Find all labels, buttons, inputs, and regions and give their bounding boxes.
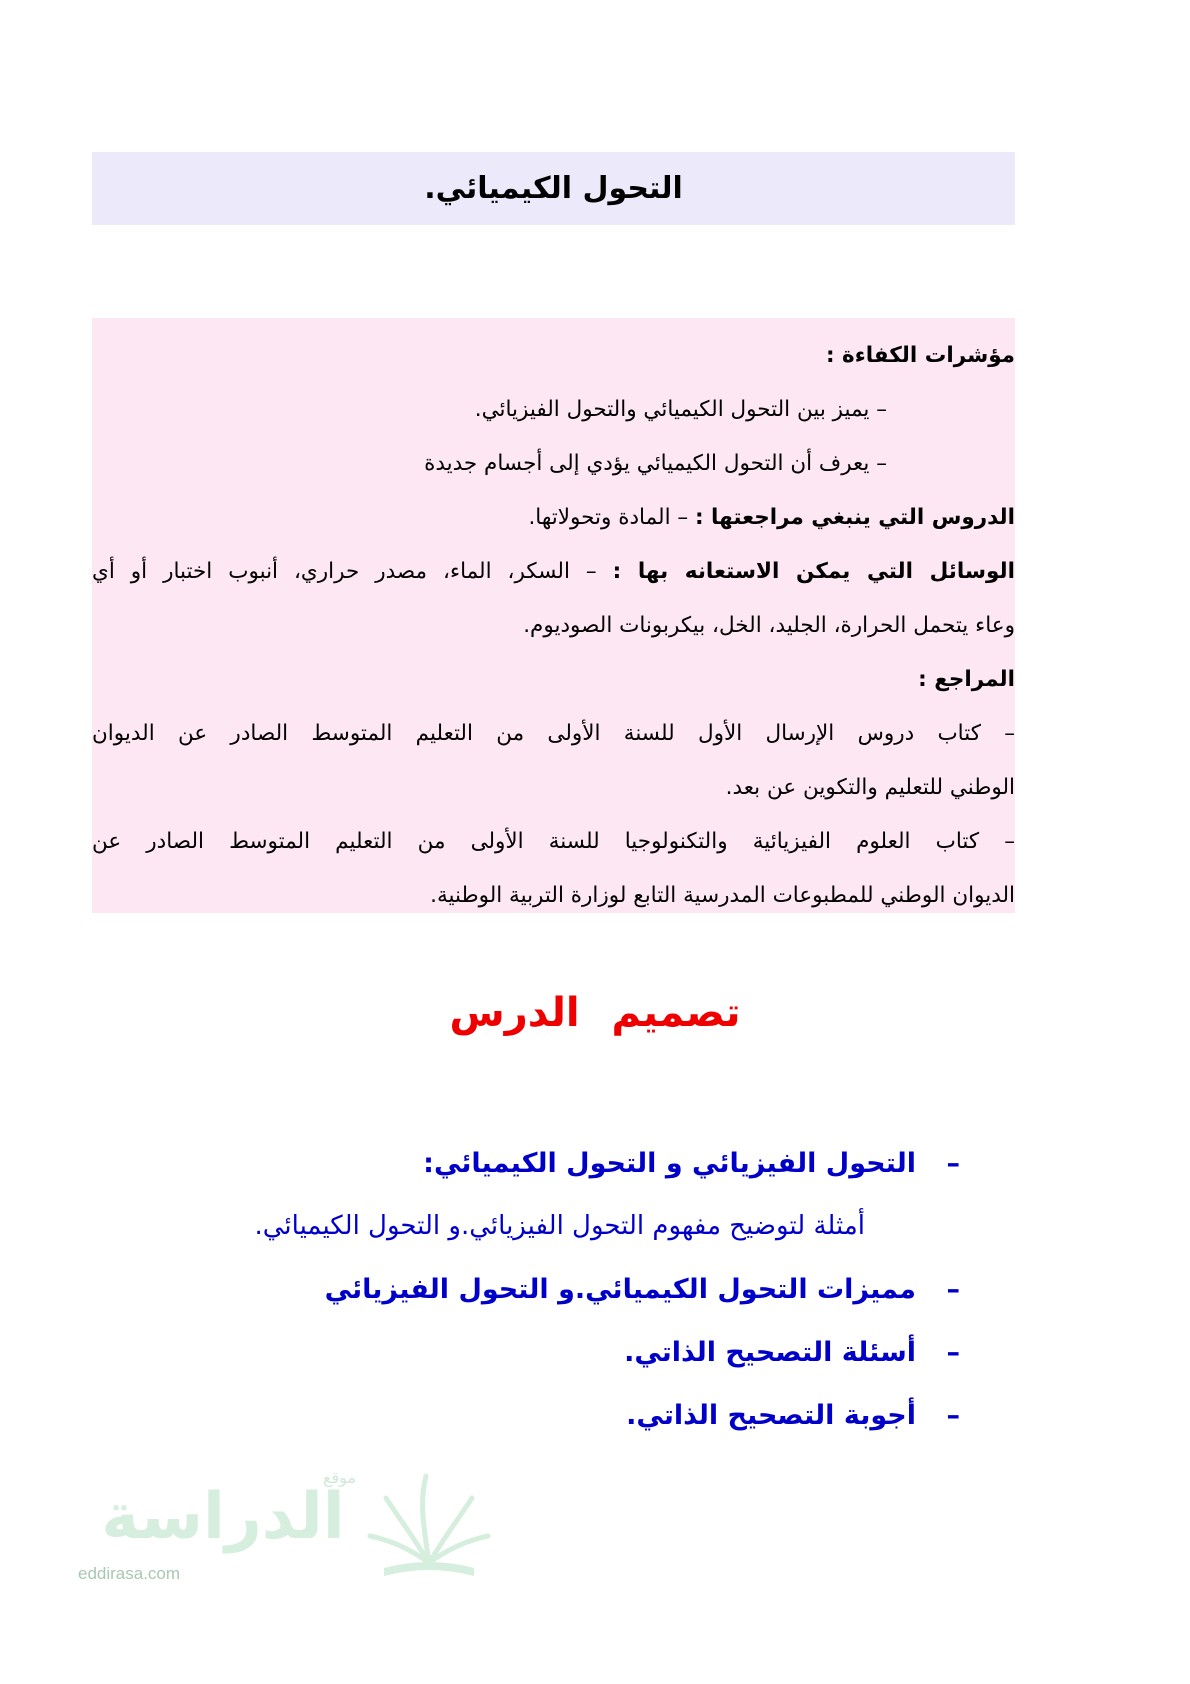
reference-item: – كتاب العلوم الفيزيائية والتكنولوجيا للسنة الأولى من التعليم المتوسط الصادر عن: [92, 829, 1015, 854]
plan-item-text: التحول الفيزيائي و التحول الكيميائي:: [423, 1148, 916, 1179]
reference-item: – كتاب دروس الإرسال الأول للسنة الأولى من التعليم المتوسط الصادر عن الديوان: [92, 721, 1015, 746]
lesson-design-heading: تصميم الدرس: [449, 990, 741, 1036]
watermark-logo-text: الدراسة: [101, 1480, 345, 1554]
plan-item-text: أجوبة التصحيح الذاتي.: [626, 1400, 916, 1431]
tools-continuation: وعاء يتحمل الحرارة، الجليد، الخل، بيكربونات الصوديوم.: [523, 613, 1015, 638]
references-label: المراجع :: [918, 667, 1015, 692]
lesson-plan-list: [60, 1132, 960, 1447]
tools-line: [92, 545, 1015, 599]
plan-item: [60, 1132, 960, 1195]
plan-item-text: مميزات التحول الكيميائي.و التحول الفيزيائي: [324, 1274, 916, 1305]
prereq-text: – المادة وتحولاتها.: [528, 505, 695, 530]
indicator-item: – يميز بين التحول الكيميائي والتحول الفيزيائي.: [474, 397, 887, 422]
site-watermark-logo: [68, 1468, 428, 1588]
reference-continuation: الوطني للتعليم والتكوين عن بعد.: [725, 775, 1015, 800]
leaf-book-icon: [364, 1468, 494, 1583]
plan-item-text: أسئلة التصحيح الذاتي.: [624, 1337, 916, 1368]
plan-dash: –: [946, 1400, 960, 1431]
plan-dash: –: [946, 1274, 960, 1305]
prereq-line: [92, 491, 1015, 545]
indicators-label: مؤشرات الكفاءة :: [825, 343, 1015, 368]
reference-continuation: الديوان الوطني للمطبوعات المدرسية التابع لوزارة التربية الوطنية.: [430, 883, 1015, 908]
plan-subitem: أمثلة لتوضيح مفهوم التحول الفيزيائي.و التحول الكيميائي.: [254, 1211, 865, 1241]
plan-item: [60, 1321, 960, 1384]
tools-text: – السكر، الماء، مصدر حراري، أنبوب اختبار أو أي: [92, 559, 597, 584]
plan-item: [60, 1258, 960, 1321]
plan-dash: –: [946, 1337, 960, 1368]
plan-item: [60, 1384, 960, 1447]
watermark-url: eddirasa.com: [78, 1564, 181, 1583]
title-banner: [92, 152, 1015, 225]
tools-label: الوسائل التي يمكن الاستعانه بها :: [612, 559, 1015, 584]
lesson-info-box: [92, 318, 1015, 913]
indicator-item: – يعرف أن التحول الكيميائي يؤدي إلى أجسام جديدة: [424, 451, 887, 476]
page-title: التحول الكيميائي.: [424, 171, 683, 206]
watermark-logo-small: موقع: [323, 1468, 356, 1487]
plan-dash: –: [946, 1148, 960, 1179]
prereq-label: الدروس التي ينبغي مراجعتها :: [694, 505, 1015, 530]
